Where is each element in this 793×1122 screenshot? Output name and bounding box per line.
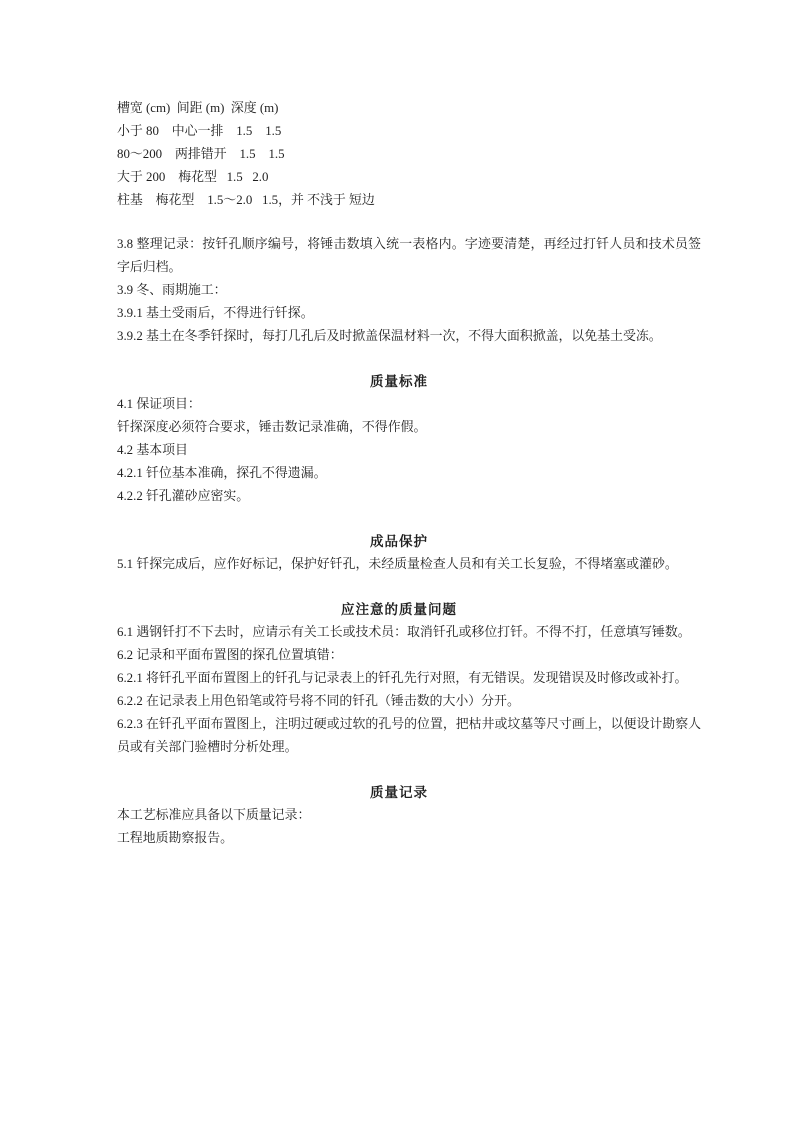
para-4-1: 4.1 保证项目： bbox=[117, 397, 201, 411]
table-row: 柱基 梅花型 1.5～2.0 1.5，并 不浅于 短边 bbox=[117, 193, 375, 207]
probe-spacing-table bbox=[117, 97, 701, 212]
table-row: 80～200 两排错开 1.5 1.5 bbox=[117, 147, 285, 161]
para-4-2: 4.2 基本项目 bbox=[117, 443, 188, 457]
table-row: 小于 80 中心一排 1.5 1.5 bbox=[117, 124, 282, 138]
para-6-1: 6.1 遇钢钎打不下去时，应请示有关工长或技术员：取消钎孔或移位打钎。不得不打，任意填写锤数。 bbox=[117, 625, 691, 639]
heading-finished-product-protection: 成品保护 bbox=[370, 534, 428, 549]
para-6-2: 6.2 记录和平面布置图的探孔位置填错： bbox=[117, 648, 343, 662]
para-3-9-2: 3.9.2 基土在冬季钎探时，每打几孔后及时掀盖保温材料一次，不得大面积掀盖，以免基土受冻。 bbox=[117, 329, 662, 343]
para-geological-survey-report: 工程地质勘察报告。 bbox=[117, 831, 234, 845]
blank-line bbox=[117, 212, 701, 233]
heading-quality-records: 质量记录 bbox=[370, 785, 428, 800]
table-row: 大于 200 梅花型 1.5 2.0 bbox=[117, 170, 269, 184]
document-content bbox=[117, 97, 701, 850]
para-3-9: 3.9 冬、雨期施工： bbox=[117, 283, 227, 297]
para-4-2-1: 4.2.1 钎位基本准确，探孔不得遗漏。 bbox=[117, 466, 327, 480]
para-quality-records-intro: 本工艺标准应具备以下质量记录： bbox=[117, 808, 311, 822]
para-3-8: 3.8 整理记录：按钎孔顺序编号，将锤击数填入统一表格内。字迹要清楚，再经过打钎人员和技术员签字后归档。 bbox=[117, 237, 701, 274]
heading-quality-standard: 质量标准 bbox=[370, 374, 428, 389]
para-4-2-2: 4.2.2 钎孔灌砂应密实。 bbox=[117, 489, 250, 503]
heading-quality-problems: 应注意的质量问题 bbox=[341, 602, 457, 617]
para-6-2-1: 6.2.1 将钎孔平面布置图上的钎孔与记录表上的钎孔先行对照，有无错误。发现错误及时修改或补打。 bbox=[117, 671, 688, 685]
para-4-1-body: 钎探深度必须符合要求，锤击数记录准确，不得作假。 bbox=[117, 420, 427, 434]
para-3-9-1: 3.9.1 基土受雨后，不得进行钎探。 bbox=[117, 306, 314, 320]
para-6-2-2: 6.2.2 在记录表上用色铅笔或符号将不同的钎孔（锤击数的大小）分开。 bbox=[117, 694, 520, 708]
table-header-row: 槽宽 (cm) 间距 (m) 深度 (m) bbox=[117, 101, 279, 115]
para-5-1: 5.1 钎探完成后，应作好标记，保护好钎孔，未经质量检查人员和有关工长复验，不得堵塞或灌砂。 bbox=[117, 557, 678, 571]
para-6-2-3: 6.2.3 在钎孔平面布置图上，注明过硬或过软的孔号的位置，把枯井或坟墓等尺寸画上，以便设计勘察人员或有关部门验槽时分析处理。 bbox=[117, 717, 701, 754]
